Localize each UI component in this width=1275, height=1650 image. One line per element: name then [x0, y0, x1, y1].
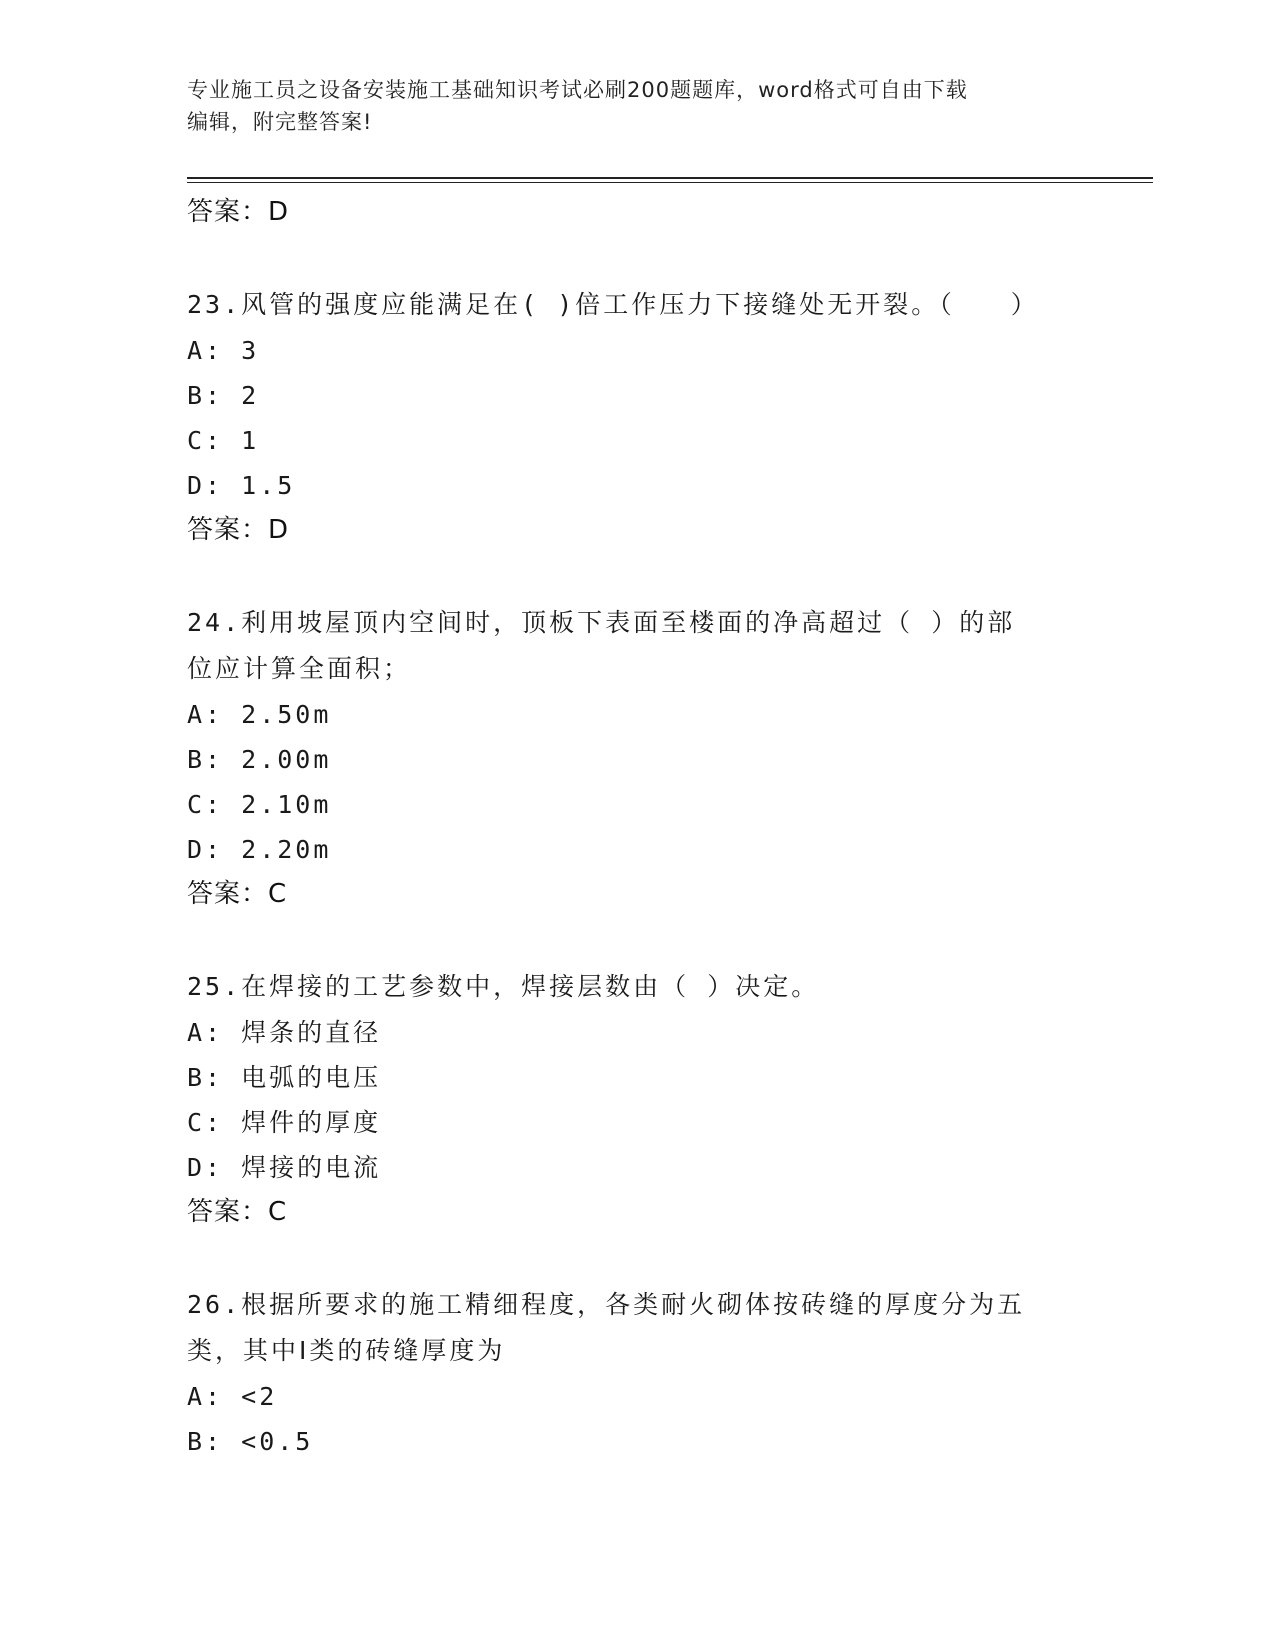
- option-c: C: 2.10m: [187, 790, 332, 819]
- option-a: A: <2: [187, 1382, 278, 1411]
- option-d: D: 焊接的电流: [187, 1153, 382, 1182]
- option-c: C: 焊件的厚度: [187, 1108, 382, 1137]
- document-header: [187, 74, 1067, 138]
- question-stem: 25.在焊接的工艺参数中，焊接层数由（ ）决定。: [187, 972, 820, 1001]
- option-d: D: 1.5: [187, 471, 296, 500]
- header-rule-thin: [187, 182, 1153, 183]
- option-a: A: 焊条的直径: [187, 1018, 382, 1047]
- option-b: B: 电弧的电压: [187, 1063, 382, 1092]
- option-c: C: 1: [187, 426, 260, 455]
- answer: 答案：C: [187, 1197, 288, 1227]
- answer: 答案：C: [187, 879, 288, 909]
- option-b: B: 2: [187, 381, 260, 410]
- question-25: [187, 964, 1087, 1234]
- question-23: [187, 282, 1087, 552]
- document-body: [187, 190, 1087, 1464]
- header-line-1: 专业施工员之设备安装施工基础知识考试必刷200题题库，word格式可自由下载: [187, 78, 968, 102]
- question-24: [187, 600, 1087, 916]
- answer-previous: 答案：D: [187, 197, 290, 227]
- header-rule-thick: [187, 177, 1153, 179]
- header-line-2: 编辑，附完整答案!: [187, 110, 373, 134]
- question-stem: 24.利用坡屋顶内空间时，顶板下表面至楼面的净高超过（ ）的部位应计算全面积；: [187, 608, 1016, 683]
- question-26: [187, 1282, 1087, 1464]
- option-b: B: 2.00m: [187, 745, 332, 774]
- option-b: B: <0.5: [187, 1427, 314, 1456]
- question-stem: 23.风管的强度应能满足在( )倍工作压力下接缝处无开裂。（ ）: [187, 290, 1039, 319]
- option-d: D: 2.20m: [187, 835, 332, 864]
- question-stem: 26.根据所要求的施工精细程度，各类耐火砌体按砖缝的厚度分为五类，其中Ⅰ类的砖缝厚度为: [187, 1290, 1026, 1365]
- option-a: A: 2.50m: [187, 700, 332, 729]
- answer: 答案：D: [187, 515, 290, 545]
- option-a: A: 3: [187, 336, 260, 365]
